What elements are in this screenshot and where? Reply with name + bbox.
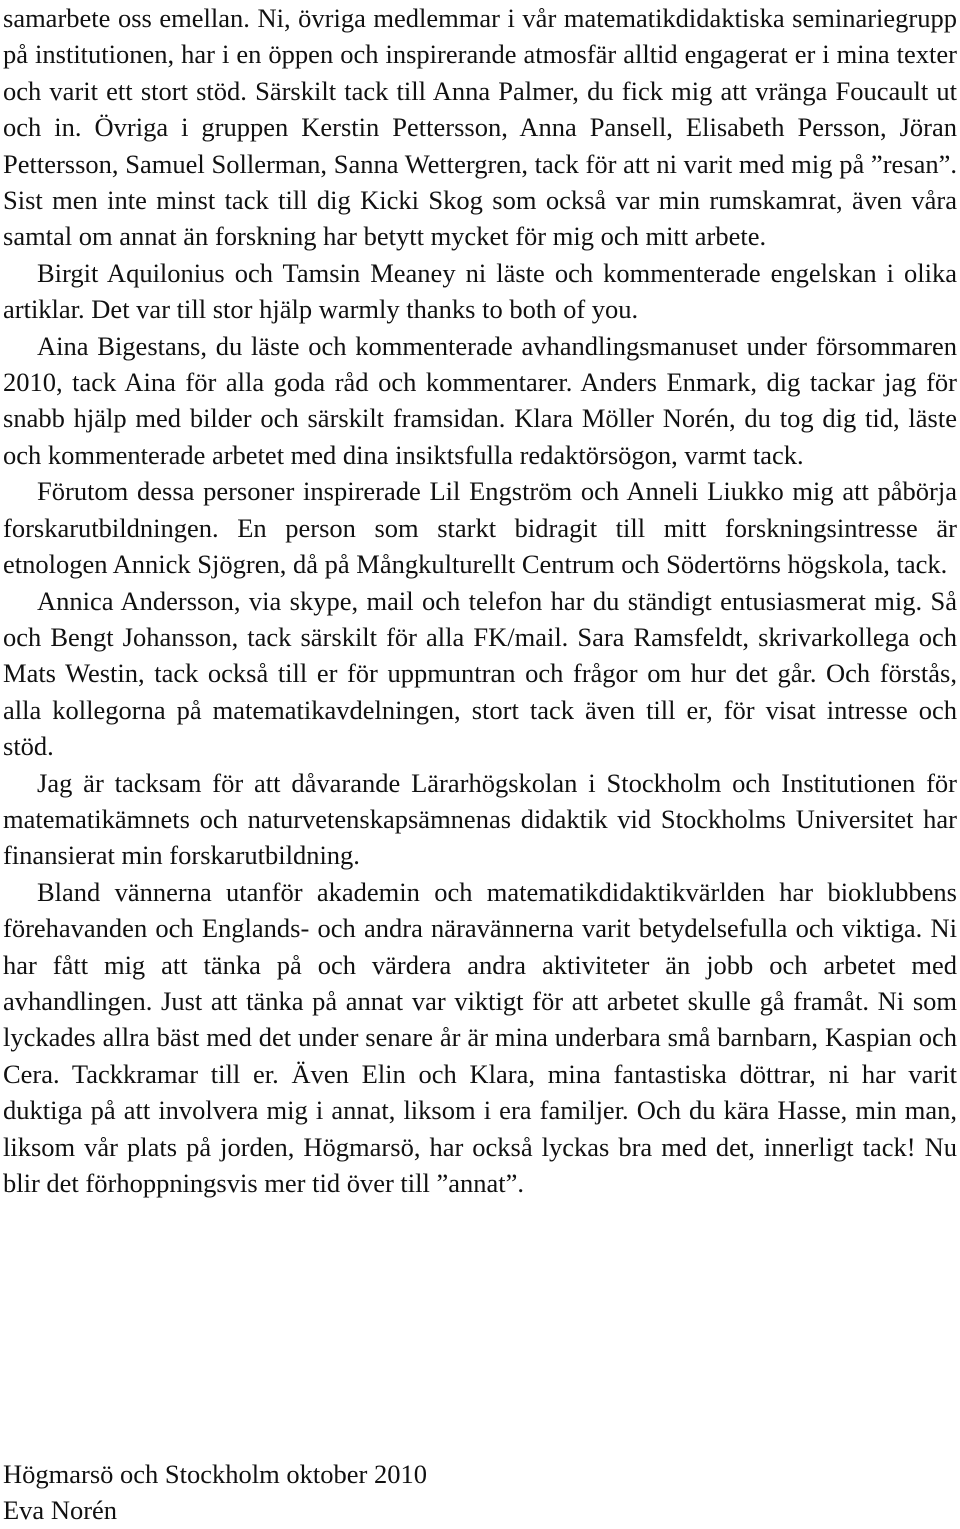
paragraph-acknowledgements-group: samarbete oss emellan. Ni, övriga medlemmar i vår matematikdidaktiska seminariegrupp på institutionen, har i en öppen och inspirerande atmosfär alltid engagerat er i mina texter och varit ett stort stöd. Särskilt tack till Anna Palmer, du fick mig att vränga Foucault ut och in. Övriga i gruppen Kerstin Pettersson, Anna Pansell, Elisabeth Persson, Jöran Pettersson, Samuel Sollerman, Sanna Wettergren, tack för att ni varit med mig på ”resan”. Sist men inte minst tack till dig Kicki Skog som också var min rumskamrat, även våra samtal om annat än forskning har betytt mycket för mig och mitt arbete. — [3, 3, 957, 252]
signature-place-date: Högmarsö och Stockholm oktober 2010 — [3, 1459, 427, 1489]
paragraph-english-review: Birgit Aquilonius och Tamsin Meaney ni läste och kommenterade engelskan i olika artiklar. Det var till stor hjälp warmly thanks to both of you. — [3, 257, 957, 325]
paragraph-funding: Jag är tacksam för att dåvarande Lärarhögskolan i Stockholm och Institutionen för matematikämnets och naturvetenskapsämnenas didaktik vid Stockholms Universitet har finansierat min forskarutbildning. — [3, 767, 957, 871]
signature-block — [3, 1456, 427, 1529]
document-body — [3, 0, 957, 1201]
paragraph-colleagues: Annica Andersson, via skype, mail och telefon har du ständigt entusiasmerat mig. Så och Bengt Johansson, tack särskilt för alla FK/mail. Sara Ramsfeldt, skrivarkollega och Mats Westin, tack också till er för uppmuntran och frågor om hur det går. Och förstås, alla kollegorna på matematikavdelningen, stort tack även till er, för visat intresse och stöd. — [3, 585, 957, 762]
paragraph-manuscript-review: Aina Bigestans, du läste och kommenterade avhandlingsmanuset under försommaren 2010, tack Aina för alla goda råd och kommentarer. Anders Enmark, dig tackar jag för snabb hjälp med bilder och särskilt framsidan. Klara Möller Norén, du tog dig tid, läste och kommenterade arbetet med dina insiktsfulla redaktörsögon, varmt tack. — [3, 330, 957, 470]
paragraph-inspiration: Förutom dessa personer inspirerade Lil Engström och Anneli Liukko mig att påbörja forskarutbildningen. En person som starkt bidragit till mitt forskningsintresse är etnologen Annick Sjögren, då på Mångkulturellt Centrum och Södertörns högskola, tack. — [3, 476, 957, 580]
signature-author: Eva Norén — [3, 1495, 118, 1526]
paragraph-friends-family: Bland vännerna utanför akademin och matematikdidaktikvärlden har bioklubbens förehavanden och Englands- och andra näravännerna varit betydelsefulla och viktiga. Ni har fått mig att tänka på och värdera andra aktiviteter än jobb och arbetet med avhandlingen. Just att tänka på annat var viktigt för att arbetet skulle gå framåt. Ni som lyckades allra bäst med det under senare år är mina underbara små barnbarn, Kaspian och Cera. Tackkramar till er. Även Elin och Klara, mina fantastiska döttrar, ni har varit duktiga på att involvera mig i annat, liksom i era familjer. Och du kära Hasse, min man, liksom vår plats på jorden, Högmarsö, har också lyckas bra med det, innerligt tack! Nu blir det förhoppningsvis mer tid över till ”annat”. — [3, 876, 957, 1198]
